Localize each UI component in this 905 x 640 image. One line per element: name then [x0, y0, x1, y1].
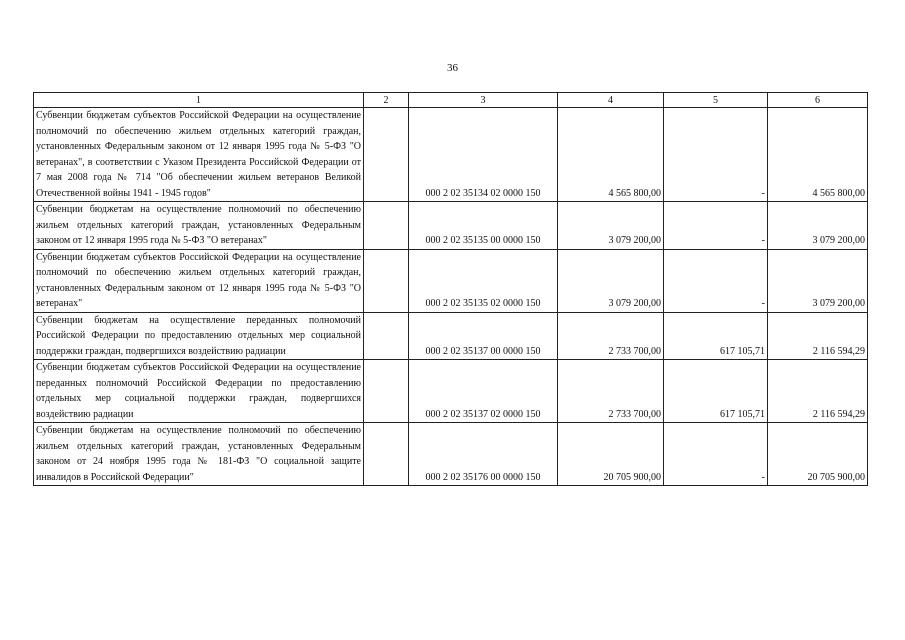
row-code: 000 2 02 35135 02 0000 150: [409, 249, 558, 312]
table-row: [34, 312, 868, 360]
row-col6: 4 565 800,00: [768, 108, 868, 202]
row-col5: 617 105,71: [664, 312, 768, 360]
row-col5: -: [664, 249, 768, 312]
row-description: Субвенции бюджетам на осуществление полномочий по обеспечению жильем отдельных категорий граждан, установленных Федеральным законом от 12 января 1995 года № 5-ФЗ "О ветеранах": [34, 202, 364, 250]
column-header: 2: [364, 93, 409, 108]
row-col2: [364, 108, 409, 202]
row-col6: 3 079 200,00: [768, 202, 868, 250]
row-code: 000 2 02 35135 00 0000 150: [409, 202, 558, 250]
table-row: [34, 202, 868, 250]
row-col6: 3 079 200,00: [768, 249, 868, 312]
row-code: 000 2 02 35137 02 0000 150: [409, 360, 558, 423]
column-header: 6: [768, 93, 868, 108]
column-header: 4: [558, 93, 664, 108]
row-code: 000 2 02 35134 02 0000 150: [409, 108, 558, 202]
budget-table: [33, 92, 868, 486]
row-col2: [364, 423, 409, 486]
row-description: Субвенции бюджетам на осуществление полномочий по обеспечению жильем отдельных категорий граждан, установленных Федеральным законом от 24 ноября 1995 года № 181-ФЗ "О социальной защите инвалидов в Российской Федерации": [34, 423, 364, 486]
row-col5: -: [664, 108, 768, 202]
row-code: 000 2 02 35176 00 0000 150: [409, 423, 558, 486]
table-row: [34, 249, 868, 312]
row-col2: [364, 202, 409, 250]
row-code: 000 2 02 35137 00 0000 150: [409, 312, 558, 360]
row-col6: 2 116 594,29: [768, 360, 868, 423]
row-col6: 2 116 594,29: [768, 312, 868, 360]
row-col4: 20 705 900,00: [558, 423, 664, 486]
row-col2: [364, 312, 409, 360]
row-col5: -: [664, 202, 768, 250]
table-row: [34, 423, 868, 486]
row-col4: 3 079 200,00: [558, 202, 664, 250]
column-header: 3: [409, 93, 558, 108]
row-description: Субвенции бюджетам субъектов Российской Федерации на осуществление переданных полномочий Российской Федерации по предоставлению отдельных мер социальной поддержки граждан, подвергшихся воздействию радиации: [34, 360, 364, 423]
column-header: 1: [34, 93, 364, 108]
row-description: Субвенции бюджетам субъектов Российской Федерации на осуществление полномочий по обеспечению жильем отдельных категорий граждан, установленных Федеральным законом от 12 января 1995 года № 5-ФЗ "О ветеранах": [34, 249, 364, 312]
row-col4: 3 079 200,00: [558, 249, 664, 312]
column-header: 5: [664, 93, 768, 108]
row-col4: 2 733 700,00: [558, 312, 664, 360]
row-col2: [364, 360, 409, 423]
row-col5: 617 105,71: [664, 360, 768, 423]
table-row: [34, 360, 868, 423]
row-col4: 2 733 700,00: [558, 360, 664, 423]
page-number: 36: [447, 62, 458, 74]
header-row: [34, 93, 868, 108]
row-description: Субвенции бюджетам на осуществление переданных полномочий Российской Федерации по предоставлению отдельных мер социальной поддержки граждан, подвергшихся воздействию радиации: [34, 312, 364, 360]
row-col4: 4 565 800,00: [558, 108, 664, 202]
row-col2: [364, 249, 409, 312]
row-col6: 20 705 900,00: [768, 423, 868, 486]
row-col5: -: [664, 423, 768, 486]
row-description: Субвенции бюджетам субъектов Российской Федерации на осуществление полномочий по обеспечению жильем отдельных категорий граждан, установленных Федеральным законом от 12 января 1995 года № 5-ФЗ "О ветеранах", в соответствии с Указом Президента Российской Федерации от 7 мая 2008 года № 714 "Об обеспечении жильем ветеранов Великой Отечественной войны 1941 - 1945 годов": [34, 108, 364, 202]
table-row: [34, 108, 868, 202]
